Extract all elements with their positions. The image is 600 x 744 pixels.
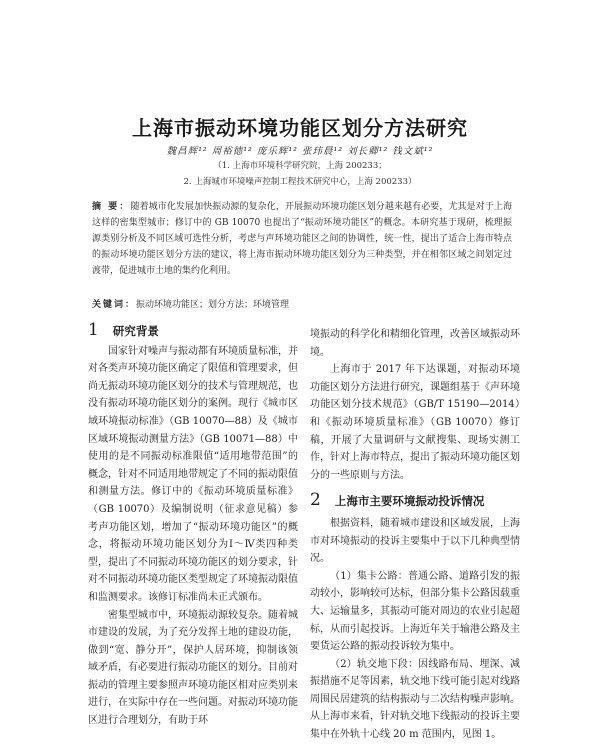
abstract	[92, 199, 512, 279]
paper-authors: 魏昌辉¹² 周裕德¹² 庞乐辉¹² 张玮晨¹² 刘长卿¹² 钱文斌¹²	[166, 146, 434, 157]
keywords-label: 关键词：	[92, 300, 137, 310]
paragraph-continuation: 境振动的科学化和精细化管理，改善区域振动环境。	[310, 329, 520, 358]
paragraph: 国家针对噪声与振动都有环境质量标准，并对各类声环境功能区确定了限值和管理要求，但尚无振动环境功能区划分的技术与管理规范，也没有振动环境功能区划分的案例。现行《城市区域环境振动标准》（GB 10070—88）及《城市区域环境振动测量方法》（GB 10071—88）中使用的是不同振动标准限值“适用地带范围”的概念，针对不同适用地带规定了不同的振动限值和测量方法。修订中的《振动环境质量标准》（GB 10070）及编制说明（征求意见稿）参考声功能区划，增加了“振动环境功能区”的概念，将振动环境功能区划分为Ⅰ～Ⅳ类四种类型，提出了不同振动环境功能区的划分要求，针对不同振动环境功能区类型规定了环境振动限值和监测要求。该修订标准尚未正式颁布。	[88, 345, 298, 603]
paragraph: （1）集卡公路：普通公路、道路引发的振动较小，影响较可达标，但部分集卡公路因载重大、运输量多，其振动可能对周边的农业引起超标，从而引起投诉。上海近年关于输港公路及主要货运公路的振动投诉较为集中。	[310, 570, 520, 653]
section-heading-2	[310, 492, 520, 511]
paragraph: 上海市于 2017 年下达课题，对振动环境功能区划分方法进行研究，课题组基于《声环境功能区划分技术规范》（GB/T 15190—2014）和《振动环境质量标准》（GB 10070）修订稿，开展了大量调研与文献搜集、现场实测工作，针对上海市特点，提出了振动环境功能区划分的一些原则与方法。	[310, 364, 520, 481]
paragraph: （2）轨交地下段：因线路布局、埋深、减振措施不足等因素，轨交地下线可能引起对线路周围民居建筑的结构振动与二次结构噪声影响。从上海市来看，针对轨交地下线振动的投诉主要集中在外轨十心线 20 m 范围内，见图 1。	[310, 658, 520, 741]
paragraph: 密集型城市中，环境振动源较复杂。随着城市建设的发展，为了充分发挥土地的建设功能，做到“宽、静分开”，保护人居环境，抑制该领域矛盾，有必要进行振动功能区的划分。目前对振动的管理主要参照声环境功能区相对应类别来进行，在实际中存在一些问题。对振动环境功能区进行合理划分，有助于环	[88, 609, 298, 727]
section-heading-1	[88, 322, 298, 341]
keywords	[92, 297, 512, 313]
paragraph: 根据资料，随着城市建设和区域发展，上海市对环境振动的投诉主要集中于以下几种典型情况。	[310, 517, 520, 565]
section-number-1: 1	[88, 320, 99, 340]
paper-title: 上海市振动环境功能区划分方法研究	[132, 116, 468, 140]
affiliation-1: （1. 上海市环境科学研究院，上海 200233；	[213, 161, 387, 171]
section-title-2: 上海市主要环境振动投诉情况	[334, 494, 485, 509]
section-title-1: 研究背景	[112, 324, 159, 338]
abstract-text: 随着城市化发展加快振动源的复杂化，开展振动环境功能区划分越来越有必要，尤其是对于上海这样的密集型城市；修订中的 GB 10070 也提出了“振动环境功能区”的概念。本研究基于现研，梳理振源类别分析及不同区域可选性分析，考虑与声环境功能区之间的协调性，统一性，提出了适合上海市特点的振动环境功能区划分方法的建议，将上海市振动环境功能区划分为三种类型，并在相邻区域之间划定过渡带，促进城市土地的集约化利用。	[92, 202, 512, 276]
body-column-right	[310, 326, 520, 744]
affiliation-2: 2. 上海城市环境噪声控制工程技术研究中心，上海 200233）	[183, 177, 417, 187]
keywords-text: 振动环境功能区；划分方法；环境管理	[136, 300, 290, 310]
abstract-label: 摘 要：	[92, 202, 131, 212]
section-number-2: 2	[310, 490, 321, 511]
body-column-left	[88, 320, 298, 730]
